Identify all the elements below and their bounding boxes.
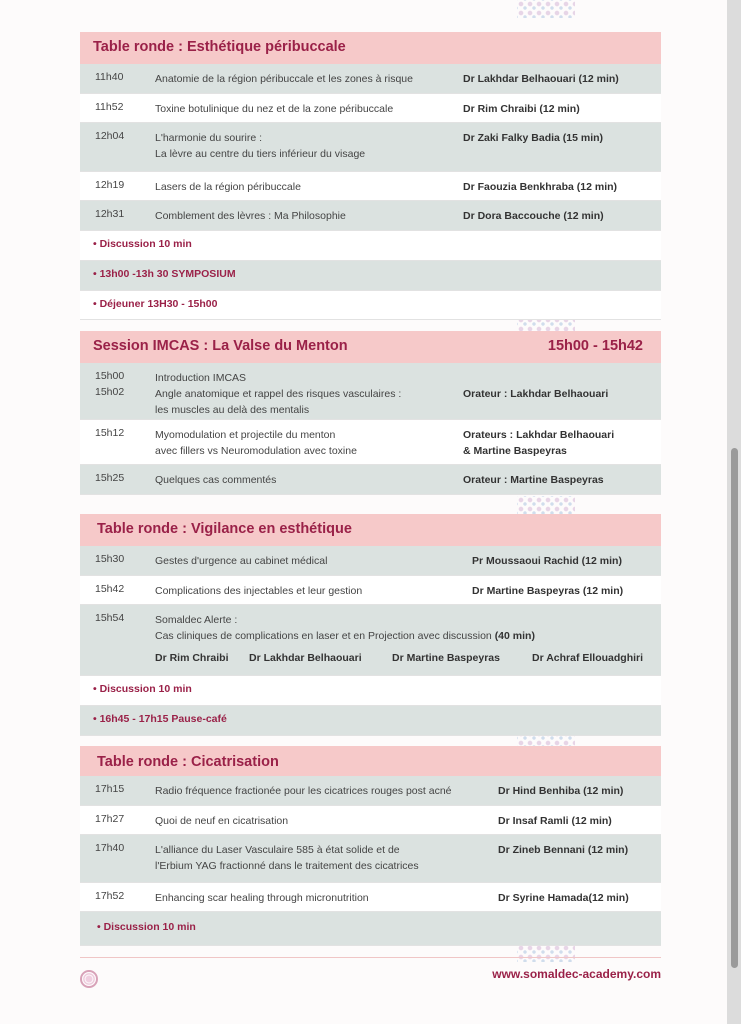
row-time: 15h12 xyxy=(95,427,125,439)
row-desc: Quelques cas commentés xyxy=(155,474,277,486)
table-row xyxy=(80,201,661,231)
row-time: 15h25 xyxy=(95,472,125,484)
row-speaker: Dr Rim Chraibi (12 min) xyxy=(463,103,580,115)
section-cicatrisation xyxy=(80,746,661,946)
scrollbar-track[interactable] xyxy=(727,0,741,1024)
table-row xyxy=(80,883,661,912)
speaker-name: Dr Martine Baspeyras xyxy=(392,652,500,664)
row-time: 12h31 xyxy=(95,208,125,220)
row-time: 15h00 xyxy=(95,370,125,382)
row-desc: Gestes d'urgence au cabinet médical xyxy=(155,555,328,567)
row-speaker: Dr Insaf Ramli (12 min) xyxy=(498,815,612,827)
list-item xyxy=(80,261,661,291)
section-time-range: 15h00 - 15h42 xyxy=(547,338,643,354)
table-row xyxy=(80,546,661,576)
table-row xyxy=(80,64,661,94)
row-desc xyxy=(155,370,401,418)
row-desc-line1: Introduction IMCAS xyxy=(155,372,247,384)
table-row xyxy=(80,123,661,172)
row-desc xyxy=(155,842,419,874)
row-desc-line1: Myomodulation et projectile du menton xyxy=(155,429,336,441)
section-esthetique-peribuccale xyxy=(80,32,661,320)
row-desc: Radio fréquence fractionée pour les cicatrices rouges post acné xyxy=(155,785,452,797)
decorative-pattern xyxy=(517,944,575,962)
note-text: • Discussion 10 min xyxy=(97,921,196,933)
row-time: 11h40 xyxy=(95,71,124,83)
list-item xyxy=(80,706,661,736)
row-desc xyxy=(155,612,535,644)
row-desc-line2: Cas cliniques de complications en laser et en Projection avec discussion xyxy=(155,630,492,642)
speaker-name: Dr Rim Chraibi xyxy=(155,652,229,664)
row-desc-line2: avec fillers vs Neuromodulation avec toxine xyxy=(155,445,357,457)
table-row xyxy=(80,835,661,883)
table-row xyxy=(80,605,661,676)
row-speaker: Dr Faouzia Benkhraba (12 min) xyxy=(463,181,618,193)
row-speaker: Dr Syrine Hamada(12 min) xyxy=(498,892,629,904)
row-speaker-line2: & Martine Baspeyras xyxy=(463,445,567,457)
list-item xyxy=(80,231,661,261)
row-desc-line1: L'alliance du Laser Vasculaire 585 à état solide et de xyxy=(155,844,400,856)
section-title: Table ronde : Cicatrisation xyxy=(97,754,279,770)
row-speaker: Orateur : Martine Baspeyras xyxy=(463,474,604,486)
speaker-name: Dr Achraf Ellouadghiri xyxy=(532,652,644,664)
table-row xyxy=(80,576,661,605)
speaker-name: Dr Lakhdar Belhaouari xyxy=(249,652,362,664)
row-duration: (40 min) xyxy=(494,630,535,642)
row-desc xyxy=(155,427,357,459)
row-time: 17h27 xyxy=(95,813,125,825)
row-time: 17h40 xyxy=(95,842,125,854)
section-header xyxy=(80,514,661,546)
table-row xyxy=(80,94,661,123)
section-title: Table ronde : Vigilance en esthétique xyxy=(97,521,352,537)
row-speaker xyxy=(463,427,614,459)
speaker-list xyxy=(155,652,643,664)
row-speaker: Orateur : Lakhdar Belhaouari xyxy=(463,388,609,400)
row-desc-line2: La lèvre au centre du tiers inférieur du visage xyxy=(155,148,366,160)
row-time: 15h02 xyxy=(95,386,125,398)
row-time: 12h04 xyxy=(95,130,125,142)
table-row xyxy=(80,776,661,806)
row-time: 15h54 xyxy=(95,612,125,624)
row-time: 17h52 xyxy=(95,890,125,902)
row-desc-line2: Angle anatomique et rappel des risques vasculaires : xyxy=(155,388,402,400)
row-desc-line1: Somaldec Alerte : xyxy=(155,614,238,626)
row-speaker: Dr Zaki Falky Badia (15 min) xyxy=(463,132,604,144)
row-desc xyxy=(155,130,365,162)
list-item xyxy=(80,291,661,320)
note-text: • Discussion 10 min xyxy=(93,683,192,695)
row-speaker: Dr Dora Baccouche (12 min) xyxy=(463,210,604,222)
row-desc: Enhancing scar healing through micronutrition xyxy=(155,892,369,904)
row-speaker: Dr Martine Baspeyras (12 min) xyxy=(472,585,624,597)
section-title: Session IMCAS : La Valse du Menton xyxy=(93,338,348,354)
scrollbar-thumb[interactable] xyxy=(731,448,738,968)
row-time: 15h30 xyxy=(95,553,125,565)
row-desc-line2: l'Erbium YAG fractionné dans le traitement des cicatrices xyxy=(155,860,419,872)
section-header xyxy=(80,331,661,363)
row-desc-line1: L'harmonie du sourire : xyxy=(155,132,263,144)
row-time: 17h15 xyxy=(95,783,125,795)
decorative-pattern xyxy=(517,496,575,514)
row-speaker: Pr Moussaoui Rachid (12 min) xyxy=(472,555,622,567)
row-speaker: Dr Lakhdar Belhaouari (12 min) xyxy=(463,73,619,85)
row-desc-line3: les muscles au delà des mentalis xyxy=(155,404,310,416)
table-row xyxy=(80,465,661,495)
section-header xyxy=(80,32,661,64)
row-speaker: Dr Hind Benhiba (12 min) xyxy=(498,785,624,797)
row-speaker: Dr Zineb Bennani (12 min) xyxy=(498,844,629,856)
note-text: • 13h00 -13h 30 SYMPOSIUM xyxy=(93,268,236,280)
row-speaker-line1: Orateurs : Lakhdar Belhaouari xyxy=(463,429,615,441)
row-desc: Quoi de neuf en cicatrisation xyxy=(155,815,289,827)
list-item xyxy=(80,676,661,706)
table-row xyxy=(80,363,661,420)
row-time: 12h19 xyxy=(95,179,125,191)
decorative-pattern xyxy=(517,0,575,18)
table-row xyxy=(80,172,661,201)
table-row xyxy=(80,806,661,835)
list-item xyxy=(80,912,661,946)
row-desc: Complications des injectables et leur gestion xyxy=(155,585,363,597)
row-desc: Lasers de la région péribuccale xyxy=(155,181,301,193)
section-vigilance xyxy=(80,514,661,736)
row-time: 11h52 xyxy=(95,101,124,113)
logo-icon xyxy=(80,970,98,988)
section-header xyxy=(80,746,661,776)
row-desc: Comblement des lèvres : Ma Philosophie xyxy=(155,210,346,222)
footer-divider xyxy=(80,957,661,958)
section-title: Table ronde : Esthétique péribuccale xyxy=(93,39,346,55)
note-text: • 16h45 - 17h15 Pause-café xyxy=(93,713,227,725)
row-time: 15h42 xyxy=(95,583,125,595)
row-desc: Toxine botulinique du nez et de la zone péribuccale xyxy=(155,103,394,115)
row-desc: Anatomie de la région péribuccale et les zones à risque xyxy=(155,73,413,85)
note-text: • Déjeuner 13H30 - 15h00 xyxy=(93,298,218,310)
table-row xyxy=(80,420,661,465)
footer-url-link[interactable]: www.somaldec-academy.com xyxy=(492,967,661,981)
section-imcas xyxy=(80,331,661,495)
note-text: • Discussion 10 min xyxy=(93,238,192,250)
